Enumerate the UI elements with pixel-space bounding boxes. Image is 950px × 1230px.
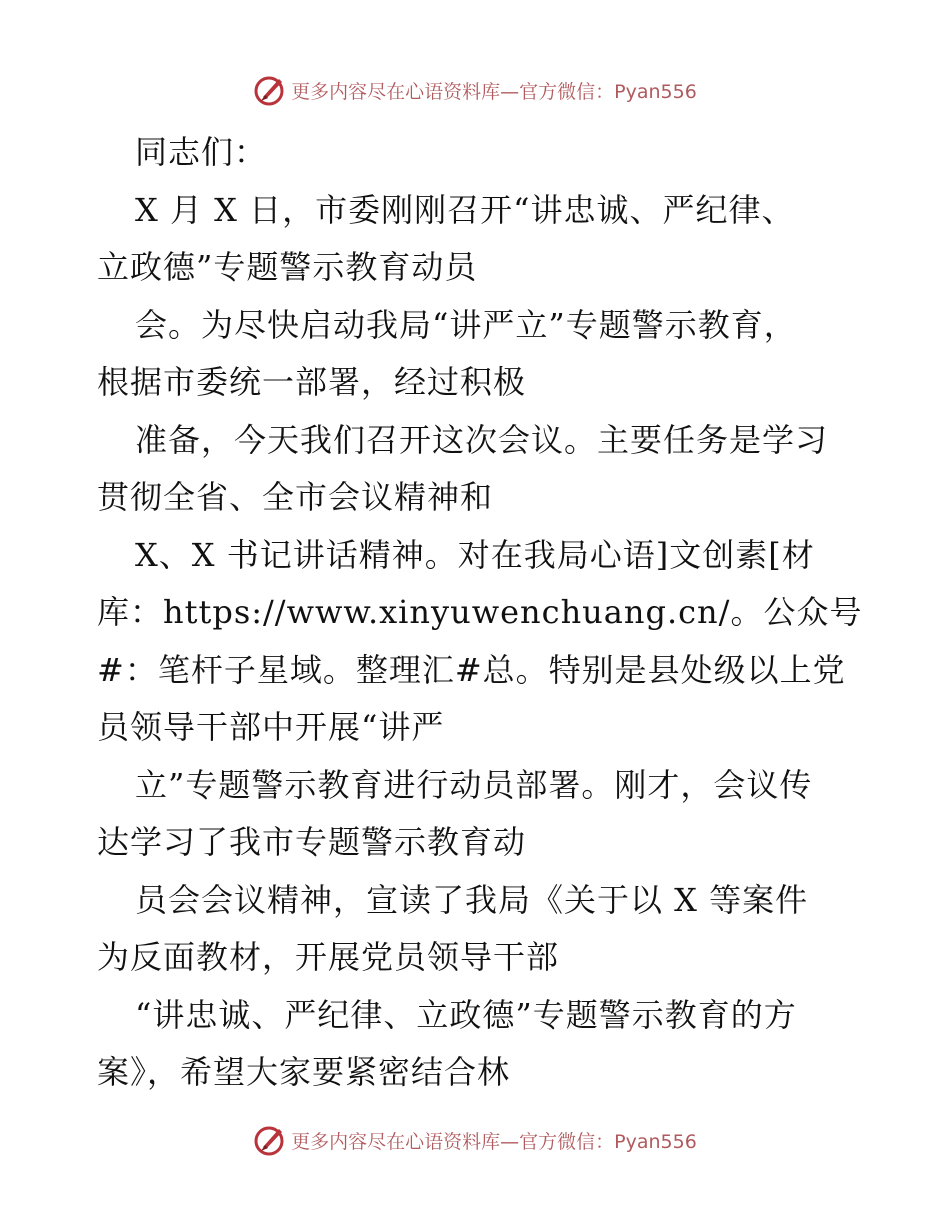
- text-line: 库：https://www.xinyuwenchuang.cn/。公众号: [97, 593, 863, 631]
- text-line: 案》，希望大家要紧密结合林: [97, 1053, 511, 1091]
- text-line: #：笔杆子星域。整理汇#总。特别是县处级以上党: [97, 650, 846, 689]
- text-line: 立政德”专题警示教育动员: [97, 248, 478, 286]
- text-line: 员领导干部中开展“讲严: [97, 708, 445, 746]
- document-body: [97, 124, 863, 1102]
- text-line: 同志们：: [135, 133, 268, 171]
- footer-banner-text: 更多内容尽在心语资料库—官方微信：Pyan556: [291, 1130, 697, 1153]
- text-line: 达学习了我市专题警示教育动: [97, 823, 527, 861]
- text-line: 贯彻全省、全市会议精神和: [97, 478, 494, 516]
- text-line: 根据市委统一部署，经过积极: [97, 363, 527, 401]
- text-line: X 月 X 日，市委刚刚召开“讲忠诚、严纪律、: [135, 190, 795, 229]
- header-banner: [0, 70, 950, 110]
- quill-logo-icon: [253, 1123, 287, 1157]
- text-line: 会。为尽快启动我局“讲严立”专题警示教育，: [135, 305, 797, 344]
- quill-logo-icon: [253, 73, 287, 107]
- text-line: “讲忠诚、严纪律、立政德”专题警示教育的方: [135, 995, 797, 1034]
- text-line: 准备，今天我们召开这次会议。主要任务是学习: [135, 420, 829, 459]
- text-line: 为反面教材，开展党员领导干部: [97, 938, 560, 976]
- header-banner-text: 更多内容尽在心语资料库—官方微信：Pyan556: [291, 80, 697, 103]
- text-line: 立”专题警示教育进行动员部署。刚才，会议传: [135, 765, 813, 804]
- footer-banner: [0, 1120, 950, 1160]
- text-line: X、X 书记讲话精神。对在我局心语]文创素[材: [135, 535, 815, 574]
- text-line: 员会会议精神，宣读了我局《关于以 X 等案件: [135, 880, 809, 919]
